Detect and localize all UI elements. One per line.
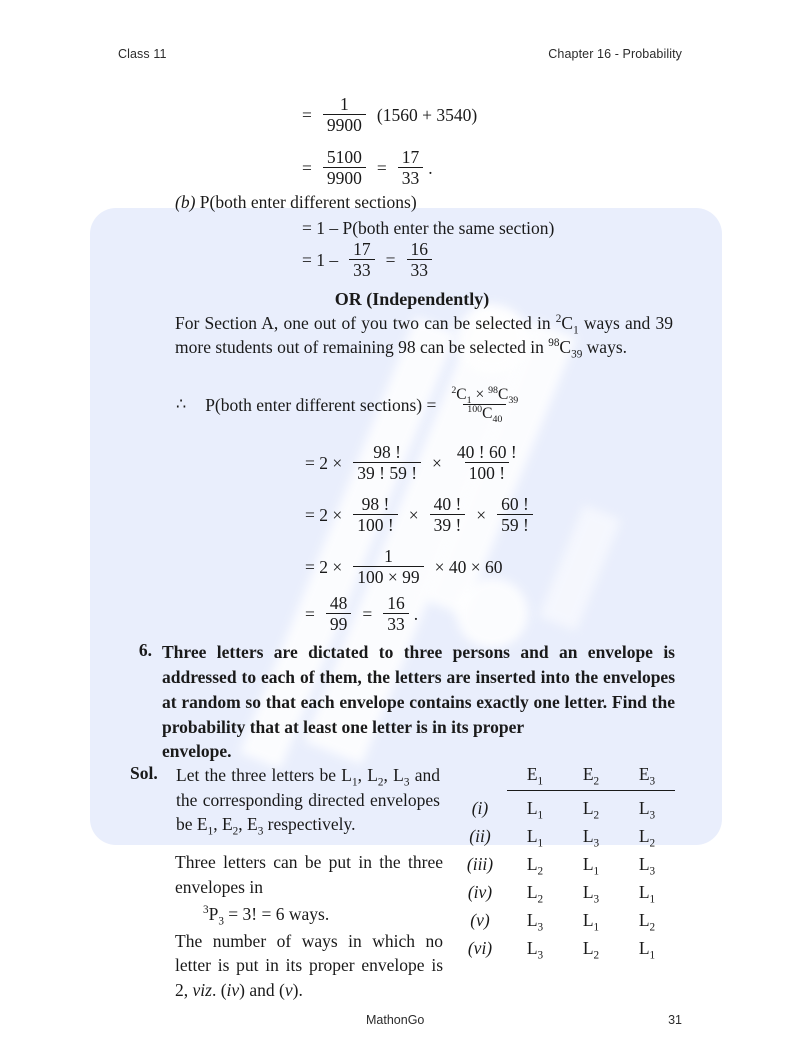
letter-sub: 2 bbox=[649, 837, 656, 850]
numerator: 17 bbox=[353, 239, 371, 259]
numerator: 16 bbox=[387, 593, 405, 613]
e3-sub: 3 bbox=[649, 775, 656, 787]
eq-sign: = bbox=[305, 603, 315, 624]
eq-sign-2: = bbox=[385, 249, 396, 270]
sol-text-d: and the corresponding directed envelopes be E bbox=[176, 765, 440, 834]
denominator: 59 ! bbox=[497, 514, 533, 534]
cell bbox=[619, 907, 675, 935]
combination-presuperscript-2: 98 bbox=[548, 337, 560, 350]
letter-sub: 2 bbox=[537, 865, 544, 878]
numerator: 40 ! 60 ! bbox=[456, 442, 517, 462]
sol3-c: ) and ( bbox=[239, 979, 285, 1000]
running-head-right: Chapter 16 - Probability bbox=[548, 47, 682, 61]
equation-line-8 bbox=[305, 594, 418, 634]
combination-symbol-2: C bbox=[559, 337, 572, 358]
equation-line-3: = 1 – P(both enter the same section) bbox=[302, 218, 555, 238]
cell bbox=[563, 935, 619, 963]
column-header-e2 bbox=[563, 760, 619, 788]
fraction-combinations bbox=[447, 384, 522, 426]
case-iv-ref: iv bbox=[226, 979, 240, 1000]
letter-sub: 3 bbox=[593, 837, 600, 850]
letter-sub: 2 bbox=[593, 949, 600, 962]
sum-expression: (1560 + 3540) bbox=[376, 104, 478, 125]
cell bbox=[507, 823, 563, 851]
table-row bbox=[465, 935, 675, 963]
question-text-container bbox=[162, 640, 675, 764]
solution-continued bbox=[175, 850, 443, 1002]
letter-symbol: L bbox=[526, 938, 538, 959]
numerator: 16 bbox=[410, 239, 428, 259]
letter-sub: 1 bbox=[537, 809, 544, 822]
letter-symbol: L bbox=[638, 854, 650, 875]
fraction-16-33 bbox=[407, 240, 433, 280]
times-symbol-1: × bbox=[408, 504, 419, 525]
cell bbox=[507, 795, 563, 823]
numerator: 98 ! bbox=[361, 494, 390, 514]
letter-sub: 1 bbox=[537, 837, 544, 850]
running-head-left: Class 11 bbox=[118, 47, 167, 61]
question-text: Three letters are dictated to three persons and an envelope is addressed to each of them, the letters are inserted into the envelopes at random so that each envelope contains exactly one letter. Find the probability that at least one letter is in its proper bbox=[162, 642, 675, 737]
eq-sign-2: = bbox=[362, 603, 373, 624]
sol-sub-5: 2 bbox=[232, 825, 239, 838]
letter-sub: 2 bbox=[649, 921, 656, 934]
sol-sub-3: 3 bbox=[403, 776, 410, 789]
letter-symbol: L bbox=[638, 882, 650, 903]
column-header-e1 bbox=[507, 760, 563, 788]
denominator: 100 ! bbox=[353, 514, 397, 534]
fraction-5100-9900 bbox=[323, 148, 366, 188]
letter-symbol: L bbox=[526, 826, 538, 847]
solution-paragraph-1 bbox=[176, 763, 440, 837]
cell bbox=[619, 879, 675, 907]
table-row bbox=[465, 823, 675, 851]
cell bbox=[507, 907, 563, 935]
sol-text-a: Let the three letters be L bbox=[176, 765, 352, 785]
fraction-40-60-100 bbox=[453, 443, 521, 483]
denominator: 39 ! bbox=[430, 514, 466, 534]
times-symbol: × bbox=[475, 386, 485, 403]
sol-text-c: , L bbox=[383, 765, 404, 785]
fraction-16-33 bbox=[383, 594, 409, 634]
equation-line-6 bbox=[305, 495, 535, 535]
question-6 bbox=[130, 640, 675, 764]
c-symbol-3: C bbox=[482, 405, 493, 423]
numerator: 60 ! bbox=[501, 494, 529, 514]
numerator: 40 ! bbox=[433, 494, 462, 514]
row-label: (iii) bbox=[466, 854, 494, 875]
table-row bbox=[465, 795, 675, 823]
part-b-text: P(both enter different sections) bbox=[199, 192, 417, 212]
c-symbol-2: C bbox=[498, 386, 509, 403]
numerator: 17 bbox=[401, 147, 420, 167]
sol-sub-2: 2 bbox=[377, 776, 384, 789]
letter-sub: 2 bbox=[593, 809, 600, 822]
pre-sup-1: 2 bbox=[451, 384, 457, 396]
fraction-98-39-59 bbox=[353, 443, 421, 483]
fraction-60-59 bbox=[497, 495, 533, 535]
pre-sup-3: 100 bbox=[467, 404, 483, 416]
solution-block bbox=[130, 763, 440, 837]
combination-presuperscript: 2 bbox=[555, 313, 562, 326]
or-independently-heading: OR (Independently) bbox=[334, 289, 490, 309]
letter-sub: 3 bbox=[593, 893, 600, 906]
fraction-40-39 bbox=[430, 495, 466, 535]
letter-symbol: L bbox=[582, 826, 594, 847]
page-number: 31 bbox=[668, 1013, 682, 1027]
table-head bbox=[465, 760, 675, 795]
cell bbox=[507, 879, 563, 907]
cell bbox=[563, 907, 619, 935]
therefore-equation bbox=[176, 384, 524, 426]
permutation-table-element bbox=[465, 760, 675, 963]
eq-sign: = 1 – bbox=[302, 249, 339, 270]
eq-sign: = 2 × bbox=[305, 504, 343, 525]
header-rule bbox=[507, 788, 675, 795]
denominator: 33 bbox=[398, 167, 424, 187]
letter-symbol: L bbox=[582, 798, 594, 819]
eq-sign: = bbox=[302, 104, 312, 125]
eq-sign: = bbox=[302, 157, 312, 178]
fraction-98-100 bbox=[353, 495, 397, 535]
sol3-b: . ( bbox=[211, 979, 227, 1000]
numerator: 1 bbox=[340, 94, 349, 114]
paragraph-part-3: ways. bbox=[582, 337, 628, 358]
table-rule-row bbox=[465, 788, 675, 795]
eq-sign: = 2 × bbox=[305, 452, 343, 473]
permutation-formula bbox=[175, 902, 443, 927]
letter-symbol: L bbox=[526, 882, 538, 903]
solution-paragraph-3: The number of ways in which no letter is put in its proper envelope is 2, bbox=[175, 930, 443, 1000]
equation-line-2 bbox=[302, 148, 433, 188]
paragraph-part-1: For Section A, one out of you two can be selected in bbox=[175, 313, 556, 333]
e1-symbol: E bbox=[526, 763, 538, 784]
letter-sub: 1 bbox=[593, 921, 600, 934]
letter-symbol: L bbox=[638, 826, 650, 847]
row-label: (i) bbox=[471, 798, 489, 819]
sub-3: 40 bbox=[492, 414, 503, 426]
period: . bbox=[413, 603, 419, 624]
numerator: 48 bbox=[329, 593, 348, 613]
denominator: 100 ! bbox=[465, 462, 509, 482]
sol-text-f: , E bbox=[238, 814, 258, 834]
row-label: (ii) bbox=[469, 826, 491, 847]
part-b-line bbox=[175, 190, 417, 214]
sol-text-b: , L bbox=[357, 765, 378, 785]
numerator: 1 bbox=[384, 546, 393, 566]
letter-sub: 3 bbox=[649, 809, 656, 822]
letter-symbol: L bbox=[582, 910, 594, 931]
sub-1: 1 bbox=[466, 395, 472, 407]
sol-sub-4: 1 bbox=[207, 825, 214, 838]
eq-sign: = 2 × bbox=[305, 556, 343, 577]
row-label: (vi) bbox=[467, 938, 493, 959]
fraction-17-33 bbox=[349, 240, 375, 280]
table-body bbox=[465, 795, 675, 963]
e2-symbol: E bbox=[582, 763, 594, 784]
perm-presuperscript: 3 bbox=[203, 904, 209, 917]
letter-symbol: L bbox=[526, 910, 538, 931]
times-symbol: × bbox=[432, 452, 442, 473]
denominator: 99 bbox=[326, 613, 352, 633]
letter-sub: 1 bbox=[649, 949, 656, 962]
question-number: 6. bbox=[138, 640, 152, 660]
letter-symbol: L bbox=[638, 798, 650, 819]
e1-sub: 1 bbox=[537, 775, 544, 787]
row-label: (v) bbox=[470, 910, 490, 931]
solution-paragraph-2: Three letters can be put in the three envelopes in bbox=[175, 852, 443, 897]
denominator: 33 bbox=[383, 613, 409, 633]
sol-sub-1: 1 bbox=[351, 776, 358, 789]
fraction-1-9900 bbox=[323, 95, 366, 135]
paragraph-part-2: ways and 39 more students out of remaining 98 can be selected in bbox=[175, 313, 674, 358]
therefore-text: P(both enter different sections) = bbox=[205, 394, 437, 415]
eq-sign-2: = bbox=[376, 157, 387, 178]
viz-abbrev: viz bbox=[192, 979, 212, 1000]
letter-symbol: L bbox=[582, 882, 594, 903]
denominator: 9900 bbox=[323, 167, 366, 187]
letter-sub: 3 bbox=[537, 949, 544, 962]
e3-symbol: E bbox=[638, 763, 650, 784]
rule-spacer bbox=[465, 788, 507, 795]
table-row bbox=[465, 879, 675, 907]
question-last-line: envelope. bbox=[162, 741, 232, 762]
row-label: (iv) bbox=[467, 882, 493, 903]
letter-sub: 3 bbox=[537, 921, 544, 934]
table-row bbox=[465, 907, 675, 935]
denominator: 100 × 99 bbox=[353, 566, 423, 586]
c-symbol-1: C bbox=[456, 386, 467, 403]
header-blank bbox=[465, 760, 507, 788]
sub-2: 39 bbox=[508, 395, 519, 407]
sol-sub-6: 3 bbox=[257, 825, 264, 838]
solution-label: Sol. bbox=[130, 763, 158, 783]
equation-line-4 bbox=[302, 240, 434, 280]
fraction-17-33 bbox=[398, 148, 424, 188]
brand-name: MathonGo bbox=[366, 1013, 425, 1027]
sol-text-g: respectively. bbox=[263, 814, 356, 834]
letter-symbol: L bbox=[638, 938, 650, 959]
section-a-paragraph bbox=[175, 311, 673, 359]
perm-symbol: P bbox=[208, 904, 219, 924]
letter-sub: 3 bbox=[649, 865, 656, 878]
denominator: 33 bbox=[349, 259, 375, 279]
part-b-label: (b) bbox=[175, 192, 196, 212]
cell bbox=[619, 935, 675, 963]
letter-symbol: L bbox=[582, 854, 594, 875]
cell bbox=[563, 823, 619, 851]
therefore-symbol: ∴ bbox=[176, 395, 187, 413]
cell bbox=[619, 823, 675, 851]
letter-sub: 2 bbox=[537, 893, 544, 906]
fraction-1-100x99 bbox=[353, 547, 423, 587]
combination-subscript: 1 bbox=[573, 324, 579, 337]
equation-line-5 bbox=[305, 443, 523, 483]
column-header-e3 bbox=[619, 760, 675, 788]
times-symbol-2: × bbox=[476, 504, 487, 525]
denominator bbox=[463, 404, 506, 426]
e2-sub: 2 bbox=[593, 775, 600, 787]
cell bbox=[507, 851, 563, 879]
letter-symbol: L bbox=[582, 938, 594, 959]
letter-symbol: L bbox=[526, 854, 538, 875]
pre-sup-2: 98 bbox=[488, 384, 498, 396]
sol-text-e: , E bbox=[213, 814, 233, 834]
perm-subscript: 3 bbox=[218, 915, 224, 928]
cell bbox=[563, 795, 619, 823]
table-row bbox=[465, 851, 675, 879]
letter-symbol: L bbox=[526, 798, 538, 819]
denominator: 39 ! 59 ! bbox=[353, 462, 421, 482]
combination-symbol: C bbox=[561, 313, 574, 333]
numerator: 5100 bbox=[326, 147, 362, 167]
multiplication-tail: × 40 × 60 bbox=[434, 556, 503, 577]
denominator: 33 bbox=[407, 259, 433, 279]
denominator: 9900 bbox=[323, 114, 366, 134]
page-footer bbox=[118, 1013, 682, 1027]
letter-sub: 1 bbox=[593, 865, 600, 878]
equation-line-7 bbox=[305, 547, 503, 587]
cell bbox=[619, 851, 675, 879]
period: . bbox=[428, 157, 433, 178]
sol3-d: ). bbox=[292, 979, 303, 1000]
cell bbox=[507, 935, 563, 963]
cell bbox=[563, 879, 619, 907]
table-header-row bbox=[465, 760, 675, 788]
combination-subscript-2: 39 bbox=[571, 348, 583, 361]
numerator bbox=[447, 384, 522, 407]
case-v-ref: v bbox=[284, 979, 293, 1000]
perm-result: = 3! = 6 ways. bbox=[223, 904, 330, 924]
cell bbox=[619, 795, 675, 823]
letter-sub: 1 bbox=[649, 893, 656, 906]
cell bbox=[563, 851, 619, 879]
equation-line-1 bbox=[302, 95, 477, 135]
fraction-48-99 bbox=[326, 594, 352, 634]
numerator: 98 ! bbox=[373, 442, 401, 462]
letter-symbol: L bbox=[638, 910, 650, 931]
permutation-table bbox=[465, 760, 675, 963]
